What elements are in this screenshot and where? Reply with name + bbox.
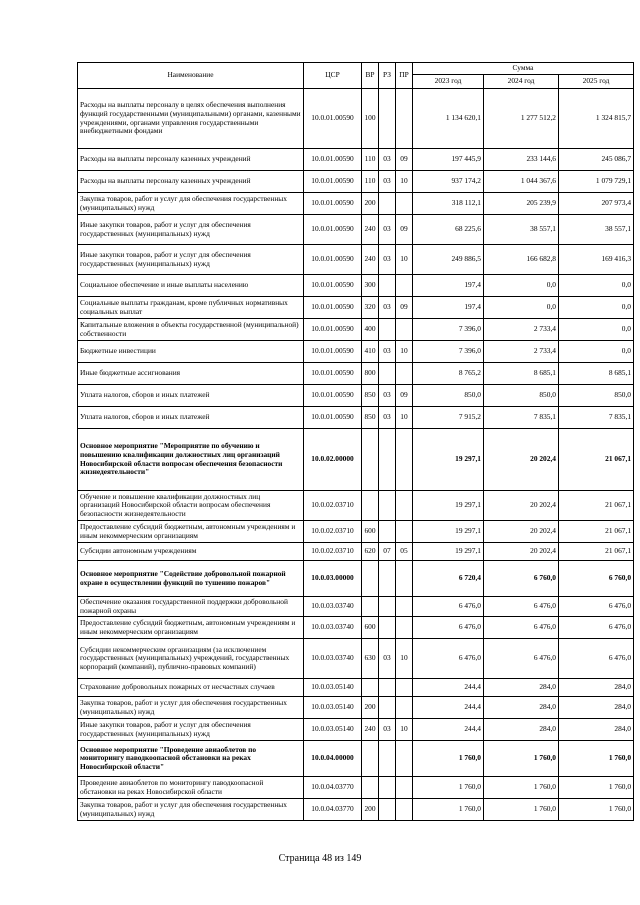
row-csr: 10.0.01.00590 bbox=[304, 275, 362, 297]
row-vr bbox=[362, 597, 379, 617]
row-sum-2024: 1 044 367,6 bbox=[484, 171, 559, 193]
row-rz: 03 bbox=[379, 149, 396, 171]
row-sum-2025: 6 476,0 bbox=[559, 639, 634, 679]
row-pr bbox=[396, 561, 413, 597]
header-sum: Сумма bbox=[413, 63, 634, 75]
row-sum-2025: 38 557,1 bbox=[559, 215, 634, 245]
row-sum-2024: 284,0 bbox=[484, 697, 559, 719]
row-csr: 10.0.01.00590 bbox=[304, 319, 362, 341]
row-vr bbox=[362, 777, 379, 799]
row-sum-2023: 197,4 bbox=[413, 297, 484, 319]
row-name: Закупка товаров, работ и услуг для обеспечения государственных (муниципальных) нужд bbox=[78, 193, 304, 215]
row-sum-2024: 6 476,0 bbox=[484, 639, 559, 679]
row-rz bbox=[379, 363, 396, 385]
row-sum-2023: 7 396,0 bbox=[413, 341, 484, 363]
row-sum-2023: 850,0 bbox=[413, 385, 484, 407]
row-sum-2023: 244,4 bbox=[413, 719, 484, 741]
budget-table bbox=[77, 62, 634, 821]
row-name: Иные закупки товаров, работ и услуг для обеспечения государственных (муниципальных) нужд bbox=[78, 245, 304, 275]
row-sum-2025: 0,0 bbox=[559, 275, 634, 297]
row-sum-2023: 1 760,0 bbox=[413, 799, 484, 821]
row-sum-2023: 7 915,2 bbox=[413, 407, 484, 429]
row-name: Иные закупки товаров, работ и услуг для обеспечения государственных (муниципальных) нужд bbox=[78, 215, 304, 245]
row-sum-2025: 21 067,1 bbox=[559, 491, 634, 521]
header-year-2025: 2025 год bbox=[559, 75, 634, 89]
row-vr: 300 bbox=[362, 275, 379, 297]
row-vr bbox=[362, 679, 379, 697]
row-name: Капитальные вложения в объекты государственной (муниципальной) собственности bbox=[78, 319, 304, 341]
row-sum-2023: 937 174,2 bbox=[413, 171, 484, 193]
row-sum-2024: 38 557,1 bbox=[484, 215, 559, 245]
row-csr: 10.0.01.00590 bbox=[304, 385, 362, 407]
row-vr: 600 bbox=[362, 617, 379, 639]
row-sum-2023: 244,4 bbox=[413, 697, 484, 719]
row-vr: 850 bbox=[362, 407, 379, 429]
row-csr: 10.0.01.00590 bbox=[304, 297, 362, 319]
table-row bbox=[78, 491, 634, 521]
row-pr: 10 bbox=[396, 341, 413, 363]
row-sum-2023: 1 134 620,1 bbox=[413, 89, 484, 149]
row-csr: 10.0.01.00590 bbox=[304, 407, 362, 429]
row-csr: 10.0.04.00000 bbox=[304, 741, 362, 777]
row-rz: 03 bbox=[379, 245, 396, 275]
row-rz: 03 bbox=[379, 171, 396, 193]
row-sum-2023: 1 760,0 bbox=[413, 777, 484, 799]
row-pr: 10 bbox=[396, 639, 413, 679]
row-sum-2024: 8 685,1 bbox=[484, 363, 559, 385]
row-sum-2025: 0,0 bbox=[559, 319, 634, 341]
row-pr: 10 bbox=[396, 719, 413, 741]
row-csr: 10.0.01.00590 bbox=[304, 193, 362, 215]
row-vr: 100 bbox=[362, 89, 379, 149]
header-rz: РЗ bbox=[379, 63, 396, 89]
row-csr: 10.0.03.03740 bbox=[304, 597, 362, 617]
row-vr: 620 bbox=[362, 543, 379, 561]
row-name: Расходы на выплаты персоналу казенных учреждений bbox=[78, 171, 304, 193]
row-sum-2025: 207 973,4 bbox=[559, 193, 634, 215]
row-sum-2025: 1 760,0 bbox=[559, 799, 634, 821]
row-sum-2025: 0,0 bbox=[559, 297, 634, 319]
row-vr: 850 bbox=[362, 385, 379, 407]
row-sum-2025: 1 760,0 bbox=[559, 777, 634, 799]
row-rz bbox=[379, 561, 396, 597]
row-name: Обеспечение оказания государственной поддержки добровольной пожарной охраны bbox=[78, 597, 304, 617]
row-sum-2024: 6 476,0 bbox=[484, 617, 559, 639]
row-name: Социальное обеспечение и иные выплаты населению bbox=[78, 275, 304, 297]
row-pr: 09 bbox=[396, 215, 413, 245]
row-vr: 600 bbox=[362, 521, 379, 543]
row-pr bbox=[396, 777, 413, 799]
row-sum-2024: 7 835,1 bbox=[484, 407, 559, 429]
row-rz bbox=[379, 319, 396, 341]
row-sum-2025: 7 835,1 bbox=[559, 407, 634, 429]
row-rz bbox=[379, 679, 396, 697]
table-row bbox=[78, 149, 634, 171]
table-row bbox=[78, 407, 634, 429]
row-sum-2025: 284,0 bbox=[559, 679, 634, 697]
row-vr: 240 bbox=[362, 719, 379, 741]
row-sum-2023: 19 297,1 bbox=[413, 521, 484, 543]
row-rz bbox=[379, 741, 396, 777]
table-row bbox=[78, 719, 634, 741]
row-pr bbox=[396, 679, 413, 697]
row-vr: 240 bbox=[362, 215, 379, 245]
row-sum-2023: 6 476,0 bbox=[413, 617, 484, 639]
row-name: Проведение авиаоблетов по мониторингу паводкоопасной обстановки на реках Новосибирской области bbox=[78, 777, 304, 799]
row-sum-2025: 21 067,1 bbox=[559, 429, 634, 491]
row-sum-2025: 6 760,0 bbox=[559, 561, 634, 597]
row-pr bbox=[396, 521, 413, 543]
row-sum-2025: 21 067,1 bbox=[559, 543, 634, 561]
header-year-2023: 2023 год bbox=[413, 75, 484, 89]
table-row bbox=[78, 799, 634, 821]
row-pr: 10 bbox=[396, 245, 413, 275]
row-sum-2024: 2 733,4 bbox=[484, 341, 559, 363]
row-name: Предоставление субсидий бюджетным, автономным учреждениям и иным некоммерческим организациям bbox=[78, 617, 304, 639]
row-name: Субсидии некоммерческим организациям (за исключением государственных (муниципальных) учреждений, государственных корпораций (компаний), публично-правовых компаний) bbox=[78, 639, 304, 679]
row-sum-2024: 166 682,8 bbox=[484, 245, 559, 275]
table-row bbox=[78, 297, 634, 319]
row-pr bbox=[396, 799, 413, 821]
row-name: Бюджетные инвестиции bbox=[78, 341, 304, 363]
row-sum-2025: 169 416,3 bbox=[559, 245, 634, 275]
row-name: Закупка товаров, работ и услуг для обеспечения государственных (муниципальных) нужд bbox=[78, 697, 304, 719]
row-name: Основное мероприятие "Проведение авиаоблетов по мониторингу паводкоопасной обстановки на реках Новосибирской области" bbox=[78, 741, 304, 777]
row-rz: 07 bbox=[379, 543, 396, 561]
row-csr: 10.0.02.00000 bbox=[304, 429, 362, 491]
row-sum-2024: 0,0 bbox=[484, 275, 559, 297]
row-sum-2023: 8 765,2 bbox=[413, 363, 484, 385]
row-sum-2024: 1 760,0 bbox=[484, 777, 559, 799]
row-csr: 10.0.03.00000 bbox=[304, 561, 362, 597]
row-rz bbox=[379, 89, 396, 149]
table-row bbox=[78, 697, 634, 719]
row-csr: 10.0.02.03710 bbox=[304, 491, 362, 521]
row-sum-2025: 21 067,1 bbox=[559, 521, 634, 543]
row-pr bbox=[396, 491, 413, 521]
row-sum-2024: 1 277 512,2 bbox=[484, 89, 559, 149]
row-name: Социальные выплаты гражданам, кроме публичных нормативных социальных выплат bbox=[78, 297, 304, 319]
row-pr bbox=[396, 697, 413, 719]
row-pr: 05 bbox=[396, 543, 413, 561]
table-row bbox=[78, 679, 634, 697]
row-sum-2024: 1 760,0 bbox=[484, 741, 559, 777]
row-csr: 10.0.01.00590 bbox=[304, 215, 362, 245]
table-row bbox=[78, 275, 634, 297]
table-row bbox=[78, 777, 634, 799]
row-name: Закупка товаров, работ и услуг для обеспечения государственных (муниципальных) нужд bbox=[78, 799, 304, 821]
row-name: Уплата налогов, сборов и иных платежей bbox=[78, 385, 304, 407]
table-row bbox=[78, 89, 634, 149]
table-row bbox=[78, 429, 634, 491]
row-csr: 10.0.01.00590 bbox=[304, 149, 362, 171]
row-csr: 10.0.04.03770 bbox=[304, 799, 362, 821]
table-row bbox=[78, 543, 634, 561]
row-pr bbox=[396, 429, 413, 491]
row-sum-2025: 6 476,0 bbox=[559, 597, 634, 617]
row-rz bbox=[379, 521, 396, 543]
row-pr: 10 bbox=[396, 407, 413, 429]
row-name: Основное мероприятие "Содействие добровольной пожарной охране в осуществлении функций по тушению пожаров" bbox=[78, 561, 304, 597]
row-vr: 200 bbox=[362, 697, 379, 719]
row-csr: 10.0.02.03710 bbox=[304, 521, 362, 543]
row-sum-2024: 20 202,4 bbox=[484, 521, 559, 543]
row-name: Иные закупки товаров, работ и услуг для обеспечения государственных (муниципальных) нужд bbox=[78, 719, 304, 741]
row-csr: 10.0.03.03740 bbox=[304, 617, 362, 639]
table-row bbox=[78, 193, 634, 215]
row-vr bbox=[362, 741, 379, 777]
row-csr: 10.0.03.05140 bbox=[304, 719, 362, 741]
row-sum-2023: 1 760,0 bbox=[413, 741, 484, 777]
row-pr: 10 bbox=[396, 171, 413, 193]
row-pr bbox=[396, 741, 413, 777]
row-sum-2023: 19 297,1 bbox=[413, 491, 484, 521]
row-name: Субсидии автономным учреждениям bbox=[78, 543, 304, 561]
row-pr bbox=[396, 275, 413, 297]
header-pr: ПР bbox=[396, 63, 413, 89]
row-pr bbox=[396, 319, 413, 341]
row-pr bbox=[396, 617, 413, 639]
row-pr: 09 bbox=[396, 297, 413, 319]
row-sum-2023: 6 720,4 bbox=[413, 561, 484, 597]
row-name: Расходы на выплаты персоналу казенных учреждений bbox=[78, 149, 304, 171]
row-name: Обучение и повышение квалификации должностных лиц организаций Новосибирской области вопросам обеспечения безопасности жизнедеятельности bbox=[78, 491, 304, 521]
row-rz bbox=[379, 491, 396, 521]
row-sum-2024: 850,0 bbox=[484, 385, 559, 407]
row-rz bbox=[379, 429, 396, 491]
row-csr: 10.0.01.00590 bbox=[304, 245, 362, 275]
table-row bbox=[78, 341, 634, 363]
row-sum-2025: 1 760,0 bbox=[559, 741, 634, 777]
table-row bbox=[78, 741, 634, 777]
row-name: Предоставление субсидий бюджетным, автономным учреждениям и иным некоммерческим организациям bbox=[78, 521, 304, 543]
row-sum-2025: 8 685,1 bbox=[559, 363, 634, 385]
table-row bbox=[78, 385, 634, 407]
row-sum-2023: 6 476,0 bbox=[413, 597, 484, 617]
row-rz bbox=[379, 697, 396, 719]
row-vr: 110 bbox=[362, 171, 379, 193]
row-sum-2024: 0,0 bbox=[484, 297, 559, 319]
row-csr: 10.0.03.03740 bbox=[304, 639, 362, 679]
row-sum-2024: 20 202,4 bbox=[484, 429, 559, 491]
row-rz bbox=[379, 193, 396, 215]
row-vr: 800 bbox=[362, 363, 379, 385]
row-pr bbox=[396, 193, 413, 215]
header-year-2024: 2024 год bbox=[484, 75, 559, 89]
row-rz bbox=[379, 777, 396, 799]
row-csr: 10.0.01.00590 bbox=[304, 341, 362, 363]
row-sum-2023: 19 297,1 bbox=[413, 543, 484, 561]
row-sum-2024: 284,0 bbox=[484, 719, 559, 741]
budget-table-body bbox=[78, 89, 634, 821]
row-vr: 400 bbox=[362, 319, 379, 341]
row-name: Основное мероприятие "Мероприятие по обучению и повышению квалификации должностных лиц организаций Новосибирской области вопросам обеспечения безопасности жизнедеятельности" bbox=[78, 429, 304, 491]
row-sum-2024: 6 760,0 bbox=[484, 561, 559, 597]
row-name: Страхование добровольных пожарных от несчастных случаев bbox=[78, 679, 304, 697]
row-vr bbox=[362, 429, 379, 491]
row-sum-2024: 1 760,0 bbox=[484, 799, 559, 821]
row-vr: 110 bbox=[362, 149, 379, 171]
row-sum-2023: 7 396,0 bbox=[413, 319, 484, 341]
row-csr: 10.0.01.00590 bbox=[304, 363, 362, 385]
row-sum-2024: 20 202,4 bbox=[484, 491, 559, 521]
row-sum-2023: 197 445,9 bbox=[413, 149, 484, 171]
table-row bbox=[78, 171, 634, 193]
row-rz: 03 bbox=[379, 215, 396, 245]
header-vr: ВР bbox=[362, 63, 379, 89]
row-pr bbox=[396, 89, 413, 149]
row-rz bbox=[379, 275, 396, 297]
row-sum-2025: 6 476,0 bbox=[559, 617, 634, 639]
row-sum-2025: 1 079 729,1 bbox=[559, 171, 634, 193]
row-rz bbox=[379, 617, 396, 639]
row-rz bbox=[379, 597, 396, 617]
row-vr: 320 bbox=[362, 297, 379, 319]
table-row bbox=[78, 561, 634, 597]
row-name: Иные бюджетные ассигнования bbox=[78, 363, 304, 385]
row-sum-2023: 68 225,6 bbox=[413, 215, 484, 245]
row-sum-2024: 2 733,4 bbox=[484, 319, 559, 341]
row-rz: 03 bbox=[379, 407, 396, 429]
table-row bbox=[78, 319, 634, 341]
row-pr: 09 bbox=[396, 385, 413, 407]
header-csr: ЦСР bbox=[304, 63, 362, 89]
row-sum-2023: 6 476,0 bbox=[413, 639, 484, 679]
row-vr: 410 bbox=[362, 341, 379, 363]
row-sum-2023: 318 112,1 bbox=[413, 193, 484, 215]
row-csr: 10.0.03.05140 bbox=[304, 679, 362, 697]
header-name: Наименование bbox=[78, 63, 304, 89]
row-sum-2023: 249 886,5 bbox=[413, 245, 484, 275]
row-sum-2024: 284,0 bbox=[484, 679, 559, 697]
row-sum-2024: 6 476,0 bbox=[484, 597, 559, 617]
row-vr: 200 bbox=[362, 799, 379, 821]
row-vr: 200 bbox=[362, 193, 379, 215]
row-csr: 10.0.02.03710 bbox=[304, 543, 362, 561]
row-sum-2023: 244,4 bbox=[413, 679, 484, 697]
row-rz: 03 bbox=[379, 719, 396, 741]
page-number: Страница 48 из 149 bbox=[278, 853, 362, 864]
row-sum-2025: 245 086,7 bbox=[559, 149, 634, 171]
row-sum-2024: 20 202,4 bbox=[484, 543, 559, 561]
table-row bbox=[78, 597, 634, 617]
row-name: Уплата налогов, сборов и иных платежей bbox=[78, 407, 304, 429]
table-row bbox=[78, 215, 634, 245]
table-row bbox=[78, 363, 634, 385]
row-csr: 10.0.01.00590 bbox=[304, 89, 362, 149]
row-rz: 03 bbox=[379, 385, 396, 407]
row-sum-2025: 0,0 bbox=[559, 341, 634, 363]
row-name: Расходы на выплаты персоналу в целях обеспечения выполнения функций государственными (муниципальными) органами, казенными учреждениями, органами управления государственными внебюджетными фондами bbox=[78, 89, 304, 149]
row-sum-2025: 284,0 bbox=[559, 719, 634, 741]
row-vr: 240 bbox=[362, 245, 379, 275]
table-row bbox=[78, 617, 634, 639]
row-vr: 630 bbox=[362, 639, 379, 679]
table-row bbox=[78, 639, 634, 679]
row-sum-2025: 1 324 815,7 bbox=[559, 89, 634, 149]
row-csr: 10.0.01.00590 bbox=[304, 171, 362, 193]
row-sum-2025: 850,0 bbox=[559, 385, 634, 407]
row-pr bbox=[396, 597, 413, 617]
row-vr bbox=[362, 561, 379, 597]
row-pr: 09 bbox=[396, 149, 413, 171]
row-csr: 10.0.03.05140 bbox=[304, 697, 362, 719]
row-sum-2025: 284,0 bbox=[559, 697, 634, 719]
row-pr bbox=[396, 363, 413, 385]
row-rz bbox=[379, 799, 396, 821]
row-sum-2024: 205 239,9 bbox=[484, 193, 559, 215]
table-row bbox=[78, 245, 634, 275]
row-sum-2023: 19 297,1 bbox=[413, 429, 484, 491]
row-csr: 10.0.04.03770 bbox=[304, 777, 362, 799]
row-rz: 03 bbox=[379, 639, 396, 679]
row-sum-2024: 233 144,6 bbox=[484, 149, 559, 171]
row-rz: 03 bbox=[379, 297, 396, 319]
row-vr bbox=[362, 491, 379, 521]
row-sum-2023: 197,4 bbox=[413, 275, 484, 297]
row-rz: 03 bbox=[379, 341, 396, 363]
table-row bbox=[78, 521, 634, 543]
